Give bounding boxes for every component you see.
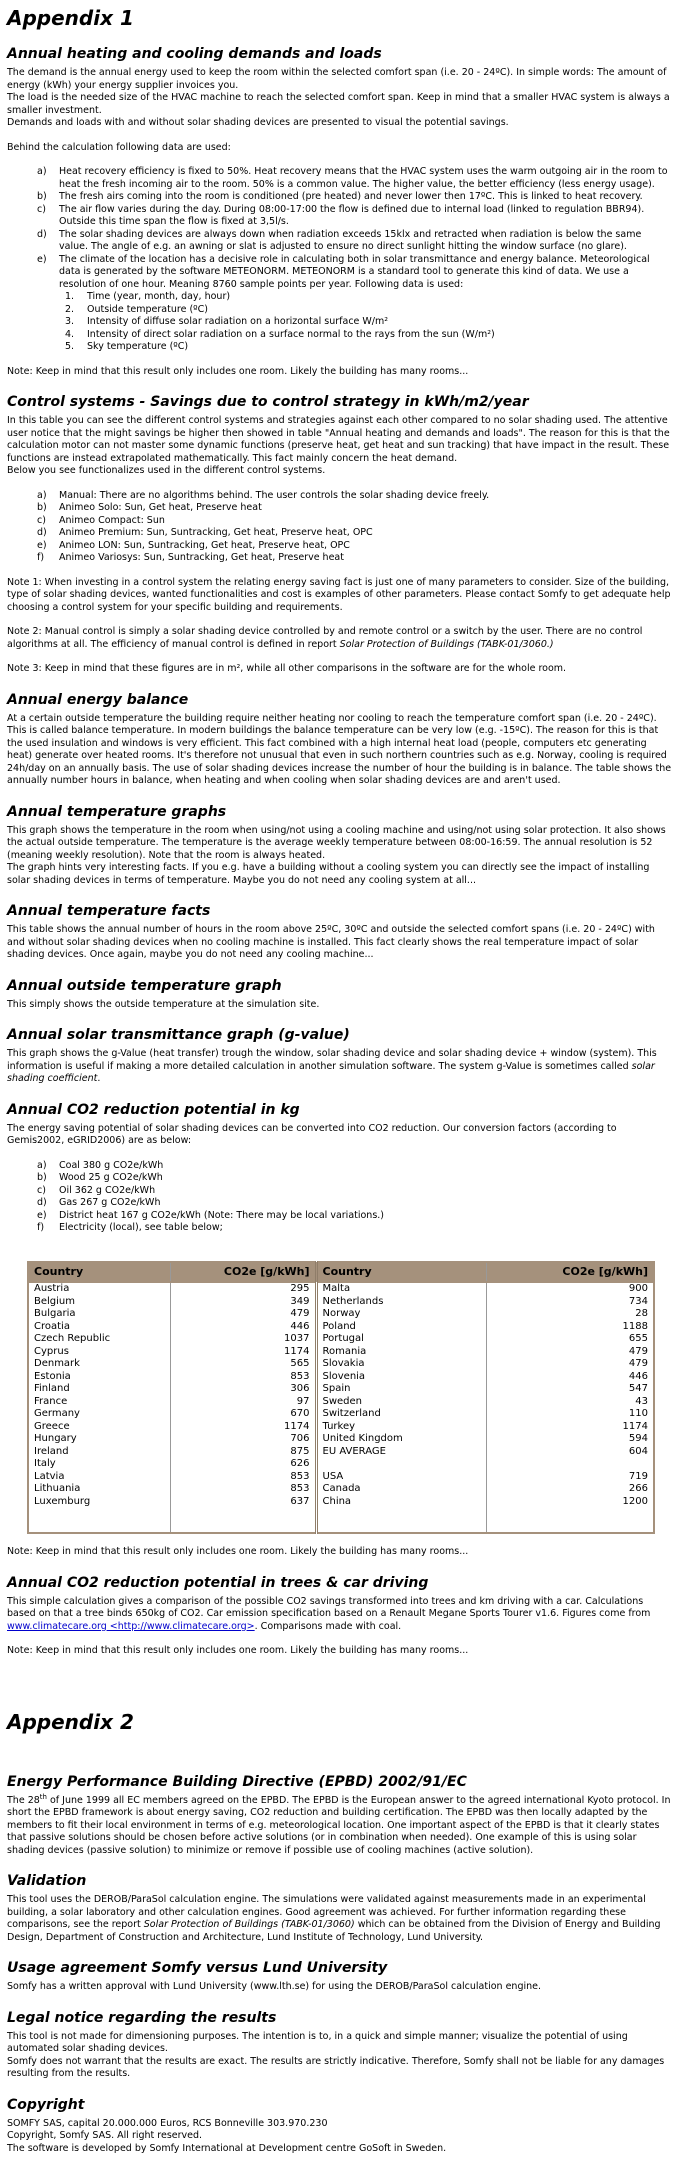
control-systems-list	[37, 490, 672, 565]
country-cell: Romania	[316, 1346, 486, 1359]
list-item: f) Electricity (local), see table below;	[37, 1222, 223, 1233]
column-header-country: Country	[28, 1262, 170, 1283]
country-cell	[316, 1508, 486, 1521]
note-text: Note: Keep in mind that this result only includes one room. Likely the building has many rooms...	[7, 1645, 469, 1656]
co2-value-cell: 1174	[170, 1421, 316, 1434]
list-item: a) Manual: There are no algorithms behind. The user controls the solar shading device freely.	[37, 489, 490, 501]
co2-value-cell: 565	[170, 1358, 316, 1371]
table-row	[28, 1471, 654, 1484]
spacer	[7, 651, 672, 663]
term-italic: solar shading coefficient	[7, 1060, 655, 1084]
country-cell: China	[316, 1496, 486, 1509]
co2-value-cell: 706	[170, 1433, 316, 1446]
report-title-italic: Solar Protection of Buildings (TABK-01/3060)	[143, 1919, 355, 1930]
section-heading: Annual temperature graphs	[7, 803, 227, 820]
table-row	[28, 1321, 654, 1334]
country-cell: Croatia	[28, 1321, 170, 1334]
heating-data-list	[37, 166, 672, 354]
list-item: d) Animeo Premium: Sun, Suntracking, Get heat, Preserve heat, OPC	[37, 527, 373, 538]
country-cell	[28, 1521, 170, 1534]
country-cell: Bulgaria	[28, 1308, 170, 1321]
table-row	[28, 1333, 654, 1346]
table-row	[28, 1496, 654, 1509]
spacer	[7, 614, 672, 626]
co2-value-cell	[486, 1458, 654, 1471]
spacer	[7, 1534, 672, 1546]
table-row	[28, 1282, 654, 1296]
co2-value-cell: 900	[628, 1283, 648, 1294]
country-cell: United Kingdom	[316, 1433, 486, 1446]
list-item: b) Animeo Solo: Sun, Get heat, Preserve heat	[37, 502, 262, 513]
paragraph: Demands and loads with and without solar shading devices are presented to visual the potential savings.	[7, 117, 509, 128]
country-cell: France	[28, 1396, 170, 1409]
list-item: d) Gas 267 g CO2e/kWh	[37, 1197, 161, 1208]
list-item: a) Heat recovery efficiency is fixed to 50%. Heat recovery means that the HVAC system uses the warm outgoing air in the room to heat the fresh incoming air to the room. 50% is a common value. The higher value, the better efficiency (less energy usage).	[37, 166, 668, 190]
country-cell: Cyprus	[28, 1346, 170, 1359]
report-title-italic: Solar Protection of Buildings (TABK-01/3060.)	[339, 638, 554, 650]
section-heading: Annual solar transmittance graph (g-value)	[7, 1027, 350, 1043]
paragraph: Copyright, Somfy SAS. All right reserved.	[7, 2130, 203, 2141]
co2-value-cell: 349	[170, 1296, 316, 1309]
country-cell: Italy	[28, 1458, 170, 1471]
country-cell	[28, 1508, 170, 1521]
paragraph: The graph hints very interesting facts. If you e.g. have a building without a cooling system you can directly see the impact of installing solar shading devices in terms of temperature. Maybe you do not need any cooling system at all...	[7, 862, 650, 886]
section-annual-energy-balance	[7, 692, 672, 788]
section-usage-agreement	[7, 1960, 672, 1994]
paragraph: This tool uses the DEROB/ParaSol calculation engine. The simulations were validated against measurements made in an experimental building, a solar laboratory and other calculation engines. Good agreement was achieved. For further information regarding these comparisons, see the report Solar Protection of Buildings (TABK-01/3060) which can be obtained from the Division of Energy and Building Design, Department of Construction and Architecture, Lund Institute of Technology, Lund University.	[7, 1894, 661, 1943]
paragraph: In this table you can see the different control systems and strategies against each other compared to no solar shading used. The attentive user notice that the might savings be higher then showed in table "Annual heating and demands and loads". The reason for this is that the calculation motor can not master some dynamic functions (preserve heat, get heat and sun tracking) that have impact in the result. These functions are instead extrapolated mathematically. This fact mainly concern the heat demand.	[7, 415, 670, 464]
table-row	[28, 1371, 654, 1384]
paragraph: Somfy has a written approval with Lund University (www.lth.se) for using the DEROB/ParaSol calculation engine.	[7, 1981, 542, 1992]
section-heading: Annual CO2 reduction potential in trees & car driving	[7, 1574, 429, 1591]
co2-value-cell	[486, 1508, 654, 1521]
table-row	[28, 1458, 654, 1471]
co2-value-cell: 28	[635, 1308, 648, 1319]
country-cell: Slovakia	[316, 1358, 486, 1371]
section-annual-co2-reduction-trees	[7, 1575, 672, 1658]
column-header-co2e: CO2e [g/kWh]	[170, 1262, 316, 1283]
co2-value-cell: 446	[628, 1370, 648, 1382]
co2-table	[27, 1261, 655, 1535]
country-cell: Denmark	[28, 1358, 170, 1371]
country-cell: Sweden	[316, 1396, 486, 1409]
co2-value-cell: 626	[170, 1458, 316, 1471]
climatecare-link[interactable]: www.climatecare.org <http://www.climatecare.org>	[7, 1620, 255, 1632]
table-row	[28, 1483, 654, 1496]
note-text: Note: Keep in mind that this result only includes one room. Likely the building has many rooms...	[7, 1546, 469, 1557]
co2-value-cell: 295	[170, 1282, 316, 1296]
superscript: th	[39, 1792, 47, 1801]
co2-value-cell: 655	[628, 1333, 648, 1344]
co2-table-body	[28, 1282, 654, 1533]
country-cell: Malta	[316, 1282, 486, 1296]
section-annual-temperature-graphs	[7, 804, 672, 888]
section-annual-outside-temperature-graph	[7, 978, 672, 1012]
list-item: b) Wood 25 g CO2e/kWh	[37, 1172, 163, 1183]
spacer	[7, 1235, 672, 1259]
section-annual-solar-transmittance-graph	[7, 1027, 672, 1086]
paragraph: This simple calculation gives a comparison of the possible CO2 savings transformed into trees and km driving with a car. Calculations based on that a tree binds 650kg of CO2. Car emission specification based on a Renault Megane Sports Tourer v1.6. Figures come from www.climatecare.org <http://www.climatecare.org>. Comparisons made with coal.	[7, 1595, 651, 1632]
section-annual-co2-reduction-kg	[7, 1102, 672, 1559]
co2-table-header	[28, 1262, 654, 1283]
list-item: c) Oil 362 g CO2e/kWh	[37, 1184, 156, 1196]
section-heading: Annual CO2 reduction potential in kg	[7, 1101, 300, 1118]
co2-value-cell: 637	[170, 1496, 316, 1509]
co2-value-cell: 306	[170, 1383, 316, 1396]
section-control-systems	[7, 394, 672, 676]
paragraph: Below you see functionalizes used in the different control systems.	[7, 465, 326, 476]
spacer	[7, 354, 672, 366]
country-cell: Netherlands	[316, 1296, 486, 1309]
country-cell: Turkey	[316, 1421, 486, 1434]
list-item: a) Coal 380 g CO2e/kWh	[37, 1159, 164, 1171]
table-row	[28, 1408, 654, 1421]
table-row	[28, 1396, 654, 1409]
section-heading: Copyright	[7, 2096, 85, 2113]
co2-value-cell: 853	[170, 1371, 316, 1384]
paragraph: SOMFY SAS, capital 20.000.000 Euros, RCS Bonneville 303.970.230	[7, 2117, 328, 2129]
co2-value-cell: 1200	[622, 1495, 648, 1507]
paragraph: At a certain outside temperature the building require neither heating nor cooling to reach the temperature comfort span (i.e. 20 - 24ºC). This is called balance temperature. In modern buildings the balance temperature can be very low (e.g. -15ºC). The reason for this is that the used insulation and windows is very efficient. This fact combined with a high internal heat load (people, computers etc generating heat) generate over heated rooms. It's therefore not unusual that even in such northern countries such as e.g. Norway, cooling is required 24h/day on an annually basis. The use of solar shading devices increase the number of hour the building is in balance. The table shows the annually number hours in balance, when heating and when cooling when solar shading devices are and aren't used.	[7, 712, 672, 786]
country-cell: Hungary	[28, 1433, 170, 1446]
section-heading: Annual heating and cooling demands and loads	[7, 46, 382, 62]
co2-value-cell: 734	[628, 1295, 648, 1307]
paragraph: The demand is the annual energy used to keep the room within the selected comfort span (i.e. 20 - 24ºC). In simple words: The amount of energy (kWh) your energy supplier invoices you.	[7, 67, 667, 91]
country-cell	[316, 1521, 486, 1534]
column-header-country: Country	[316, 1262, 486, 1283]
co2-value-cell: 97	[170, 1396, 316, 1409]
table-row	[28, 1433, 654, 1446]
co2-value-cell: 110	[628, 1408, 648, 1419]
co2-value-cell: 1174	[170, 1346, 316, 1359]
section-epbd	[7, 1774, 672, 1858]
co2-value-cell: 1174	[622, 1420, 648, 1432]
list-item: c) Animeo Compact: Sun	[37, 514, 165, 526]
note-text: Note: Keep in mind that this result only includes one room. Likely the building has many rooms...	[7, 365, 469, 377]
section-heading: Legal notice regarding the results	[7, 2009, 277, 2026]
meteonorm-sublist	[65, 291, 672, 354]
section-heading: Usage agreement Somfy versus Lund University	[7, 1960, 388, 1976]
list-item: b) The fresh airs coming into the room is conditioned (pre heated) and never lower then 17ºC. This is linked to heat recovery.	[37, 191, 643, 202]
country-cell: Austria	[28, 1282, 170, 1296]
list-item: 5. Sky temperature (ºC)	[65, 341, 189, 352]
country-cell: Belgium	[28, 1296, 170, 1309]
co2-value-cell: 594	[628, 1433, 648, 1444]
section-heading: Energy Performance Building Directive (EPBD) 2002/91/EC	[7, 1773, 467, 1790]
paragraph: The 28th of June 1999 all EC members agreed on the EPBD. The EPBD is the European answer to the agreed international Kyoto protocol. In short the EPBD framework is about energy saving, CO2 reduction and building certification. The EPBD was then locally adapted by the members to fit their local environment in terms of e.g. meteorological location. One important aspect of the EPBD is that it clearly states that passive solutions should be chosen before active solutions (or in combination when needed). One example of this is using solar shading devices (passive solution) to minimize or remove if possible use of cooling machines (active solution).	[7, 1792, 671, 1856]
spacer	[7, 565, 672, 577]
section-copyright	[7, 2097, 672, 2156]
section-heading: Annual energy balance	[7, 691, 189, 708]
paragraph: This tool is not made for dimensioning purposes. The intention is to, in a quick and simple manner; visualize the potential of using automated solar shading devices.	[7, 2030, 628, 2054]
column-header-co2e: CO2e [g/kWh]	[486, 1262, 654, 1283]
country-cell: Germany	[28, 1408, 170, 1421]
country-cell: Ireland	[28, 1446, 170, 1459]
country-cell: Czech Republic	[28, 1333, 170, 1346]
list-item: e) The climate of the location has a decisive role in calculating both in solar transmittance and energy balance. Meteorological data is generated by the software METEONORM. METEONORM is a standard tool to generate this kind of data. We use a resolution of one hour. Meaning 8760 sample points per year. Following data is used:	[37, 253, 650, 290]
appendix2-title: Appendix 2	[7, 1709, 134, 1734]
note-text: Note 3: Keep in mind that these figures are in m², while all other comparisons in the software are for the whole room.	[7, 663, 567, 674]
country-cell: Canada	[316, 1483, 486, 1496]
co2-value-cell: 479	[170, 1308, 316, 1321]
country-cell: Estonia	[28, 1371, 170, 1384]
table-row	[28, 1358, 654, 1371]
list-item: d) The solar shading devices are always down when radiation exceeds 15klx and retracted when radiation is below the same value. The angle of e.g. an awning or slat is adjusted to ensure no direct sunlight hitting the window surface (no glare).	[37, 228, 642, 252]
co2-value-cell	[170, 1521, 316, 1534]
list-item: e) Animeo LON: Sun, Suntracking, Get heat, Preserve heat, OPC	[37, 539, 350, 551]
co2-value-cell: 875	[170, 1446, 316, 1459]
co2-value-cell: 853	[170, 1483, 316, 1496]
country-cell: Slovenia	[316, 1371, 486, 1384]
section-legal-notice	[7, 2010, 672, 2081]
table-row	[28, 1308, 654, 1321]
list-item: f) Animeo Variosys: Sun, Suntracking, Get heat, Preserve heat	[37, 552, 344, 563]
paragraph: Somfy does not warrant that the results are exact. The results are strictly indicative. Therefore, Somfy shall not be liable for any damages resulting from the results.	[7, 2055, 665, 2079]
co2-value-cell: 719	[628, 1470, 648, 1482]
co2-value-cell: 1037	[170, 1333, 316, 1346]
country-cell: Lithuania	[28, 1483, 170, 1496]
country-cell: Finland	[28, 1383, 170, 1396]
country-cell: Poland	[316, 1321, 486, 1334]
spacer	[7, 130, 672, 142]
co2-value-cell: 479	[628, 1358, 648, 1369]
co2-factors-list	[37, 1160, 672, 1235]
table-row	[28, 1383, 654, 1396]
section-annual-temperature-facts	[7, 903, 672, 962]
table-row	[28, 1421, 654, 1434]
list-item: 4. Intensity of direct solar radiation on a surface normal to the rays from the sun (W/m²)	[65, 328, 495, 340]
co2-value-cell: 604	[628, 1445, 648, 1457]
paragraph: This graph shows the g-Value (heat transfer) trough the window, solar shading device and solar shading device + window (system). This information is useful if making a more detailed calculation in another simulation software. The system g-Value is sometimes called solar shading coefficient.	[7, 1048, 657, 1084]
spacer	[7, 1633, 672, 1645]
country-cell: Latvia	[28, 1471, 170, 1484]
table-row	[28, 1508, 654, 1521]
paragraph: Behind the calculation following data are used:	[7, 141, 231, 153]
list-item: 3. Intensity of diffuse solar radiation on a horizontal surface W/m²	[65, 316, 389, 327]
country-cell: Norway	[316, 1308, 486, 1321]
paragraph: This simply shows the outside temperature at the simulation site.	[7, 998, 320, 1010]
appendix1-title: Appendix 1	[7, 6, 134, 30]
paragraph: The software is developed by Somfy International at Development centre GoSoft in Sweden.	[7, 2142, 447, 2154]
note-text: Note 2: Manual control is simply a solar shading device controlled by and remote control or a switch by the user. There are no control algorithms at all. The efficiency of manual control is defined in report Solar Protection of Buildings (TABK-01/3060.)	[7, 626, 643, 650]
country-cell: Spain	[316, 1383, 486, 1396]
country-cell: Portugal	[316, 1333, 486, 1346]
paragraph: This table shows the annual number of hours in the room above 25ºC, 30ºC and outside the selected comfort spans (i.e. 20 - 24ºC) with and without solar shading devices when no cooling machine is installed. This fact clearly shows the real temperature impact of solar shading devices. Once again, maybe you do not need any cooling machine...	[7, 924, 655, 960]
list-item: e) District heat 167 g CO2e/kWh (Note: There may be local variations.)	[37, 1209, 385, 1221]
list-item: 2. Outside temperature (ºC)	[65, 303, 208, 315]
table-row	[28, 1296, 654, 1309]
country-cell: Greece	[28, 1421, 170, 1434]
co2-value-cell: 43	[635, 1395, 648, 1407]
paragraph: This graph shows the temperature in the room when using/not using a cooling machine and using/not using solar protection. It also shows the actual outside temperature. The temperature is the average weekly temperature between 08:00-16:59. The annual resolution is 52 (meaning weekly resolution). Note that the room is always heated.	[7, 824, 666, 861]
co2-value-cell	[170, 1508, 316, 1521]
spacer	[7, 478, 672, 490]
paragraph: The energy saving potential of solar shading devices can be converted into CO2 reduction. Our conversion factors (according to Gemis2002, eGRID2006) are as below:	[7, 1122, 617, 1146]
list-item: c) The air flow varies during the day. During 08:00-17:00 the flow is defined due to internal load (linked to regulation BBR94). Outside this time span the flow is fixed at 3,5l/s.	[37, 203, 645, 227]
country-cell	[316, 1458, 486, 1471]
country-cell: EU AVERAGE	[316, 1446, 486, 1459]
spacer	[7, 154, 672, 166]
table-row	[28, 1346, 654, 1359]
table-row	[28, 1521, 654, 1534]
co2-value-cell: 266	[628, 1483, 648, 1494]
co2-value-cell: 1188	[622, 1320, 648, 1332]
section-annual-heating	[7, 46, 672, 378]
co2-value-cell: 853	[170, 1471, 316, 1484]
section-heading: Validation	[7, 1873, 87, 1889]
table-header-row	[28, 1262, 654, 1283]
country-cell: Luxemburg	[28, 1496, 170, 1509]
co2-value-cell: 547	[628, 1383, 648, 1394]
co2-value-cell: 670	[170, 1408, 316, 1421]
co2-value-cell: 479	[628, 1345, 648, 1357]
country-cell: USA	[316, 1471, 486, 1484]
note-text: Note 1: When investing in a control system the relating energy saving fact is just one of many parameters to consider. Size of the building, type of solar shading devices, wanted functionalities and cost is examples of other parameters. Please contact Somfy to get adequate help choosing a control system for your specific building and requirements.	[7, 576, 671, 613]
list-item: 1. Time (year, month, day, hour)	[65, 291, 231, 302]
spacer	[7, 1148, 672, 1160]
section-heading: Control systems - Savings due to control strategy in kWh/m2/year	[7, 394, 529, 410]
co2-value-cell	[486, 1521, 654, 1534]
section-heading: Annual outside temperature graph	[7, 977, 282, 994]
section-heading: Annual temperature facts	[7, 903, 211, 919]
table-row	[28, 1446, 654, 1459]
paragraph: The load is the needed size of the HVAC machine to reach the selected comfort span. Keep in mind that a smaller HVAC system is always a smaller investment.	[7, 92, 670, 116]
country-cell: Switzerland	[316, 1408, 486, 1421]
section-validation	[7, 1873, 672, 1944]
co2-value-cell: 446	[170, 1321, 316, 1334]
